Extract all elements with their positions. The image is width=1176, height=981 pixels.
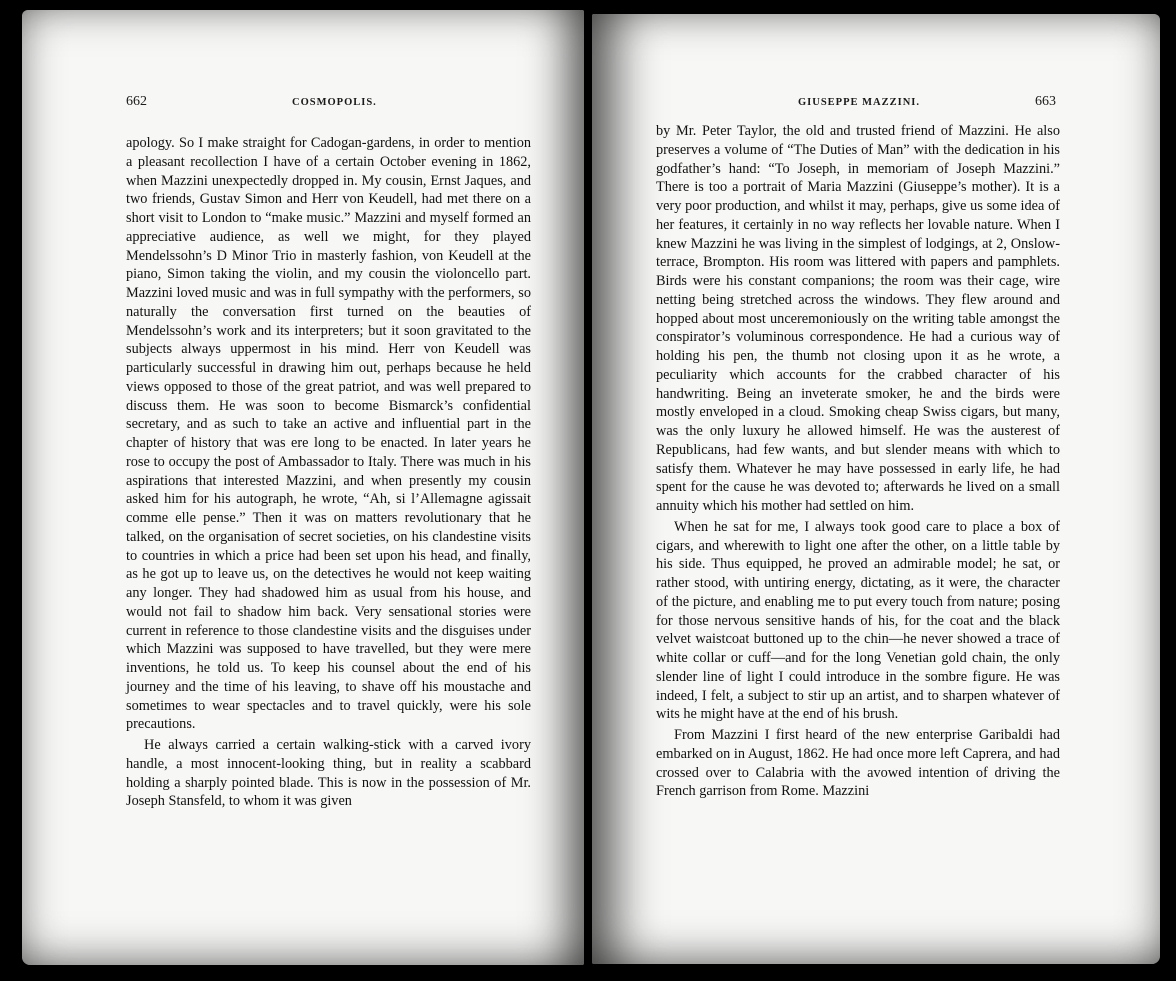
left-paragraph-2: He always carried a certain walking-stick with a carved ivory handle, a most innocent-looking thing, but in reality a scabbard holding a sharply pointed blade. This is now in the possession of Mr. Joseph Stansfeld, to whom it was given [126,737,531,810]
right-paragraph-3: From Mazzini I first heard of the new enterprise Garibaldi had embarked on in August, 1862. He had once more left Caprera, and had crossed over to Calabria with the avowed intention of driving the French garrison from Rome. Mazzini [656,727,1060,800]
left-paragraph-1: apology. So I make straight for Cadogan-gardens, in order to mention a pleasant recollection I have of a certain October evening in 1862, when Mazzini unexpectedly dropped in. My cousin, Ernst Jaques, and two friends, Gustav Simon and Herr von Keudell, had met there on a short visit to London to “make music.” Mazzini and myself formed an appreciative audience, as well we might, for they played Mendelssohn’s D Minor Trio in masterly fashion, von Keudell at the piano, Simon taking the violin, and my cousin the violoncello part. Mazzini loved music and was in full sympathy with the performers, so naturally the conversation first turned on the beauties of Mendelssohn’s work and its interpreters; but it soon gravitated to the subjects always uppermost in his mind. Herr von Keudell was particularly successful in drawing him out, perhaps because he held views opposed to those of the great patriot, and was well prepared to discuss them. He was soon to become Bismarck’s confidential secretary, and as such to take an active and influential part in the chapter of history that was ere long to be enacted. In later years he rose to occupy the post of Ambassador to Italy. There was much in his aspirations that interested Mazzini, and when presently my cousin asked him for his autograph, he wrote, “Ah, si l’Allemagne agissait comme elle pense.” Then it was on matters revolutionary that he talked, on the organisation of secret societies, on his clandestine visits to countries in which a price had been set upon his head, and finally, as he got up to leave us, on the detectives he would not keep waiting any longer. They had shadowed him as usual from his house, and would not fail to shadow him back. Very sensational stories were current in reference to those clandestine visits and the disguises under which Mazzini was supposed to have travelled, but they were mere inventions, he told us. To keep his counsel about the end of his journey and the time of his leaving, to shave off his moustache and sometimes to wear spectacles and to travel quickly, were his sole precautions. [126,135,531,733]
right-paragraph-1: by Mr. Peter Taylor, the old and trusted friend of Mazzini. He also preserves a volume of “The Duties of Man” with the dedication in his godfather’s hand: “To Joseph, in memoriam of Joseph Mazzini.” There is too a portrait of Maria Mazzini (Giuseppe’s mother). It is a very poor production, and whilst it may, perhaps, give us some idea of her features, it certainly in no way reflects her lovable nature. When I knew Mazzini he was living in the simplest of lodgings, at 2, Onslow-terrace, Brompton. His room was littered with papers and pamphlets. Birds were his constant companions; the room was their cage, wire netting being stretched across the windows. They flew around and hopped about most unceremoniously on the writing table amongst the conspirator’s voluminous correspondence. He had a curious way of holding his pen, the thumb not closing upon it as he wrote, a peculiarity which accounts for the crabbed character of his handwriting. Being an inveterate smoker, he and the birds were mostly enveloped in a cloud. Smoking cheap Swiss cigars, but many, was the only luxury he allowed himself. He was the austerest of Republicans, had few wants, and but slender means with which to satisfy them. Whatever he may have possessed in early life, he had spent for the cause he was devoted to; afterwards he lived on a small annuity which his mother had settled on him. [656,123,1060,514]
left-page [22,10,584,965]
left-page-number: 662 [126,94,147,109]
left-page-body [126,134,531,811]
right-paragraph-2: When he sat for me, I always took good care to place a box of cigars, and wherewith to light one after the other, on a little table by his side. Thus equipped, he proved an admirable model; he sat, or rather stood, with untiring energy, dictating, as it were, the character of the picture, and enabling me to put every touch from nature; posing for those nervous sensitive hands of his, for the coat and the black velvet waistcoat buttoned up to the chin—he never showed a trace of white collar or cuff—and for the long Venetian gold chain, the only slender line of light I could introduce in the sombre figure. He was indeed, I felt, a subject to stir up an artist, and to sharpen whatever of wits he might have at the end of his brush. [656,518,1060,723]
right-page [592,14,1160,964]
right-page-body [656,122,1060,801]
right-page-number: 663 [1035,94,1056,109]
right-running-head: GIUSEPPE MAZZINI. [798,97,921,108]
left-running-head: COSMOPOLIS. [292,97,377,108]
book-gutter [584,0,592,981]
